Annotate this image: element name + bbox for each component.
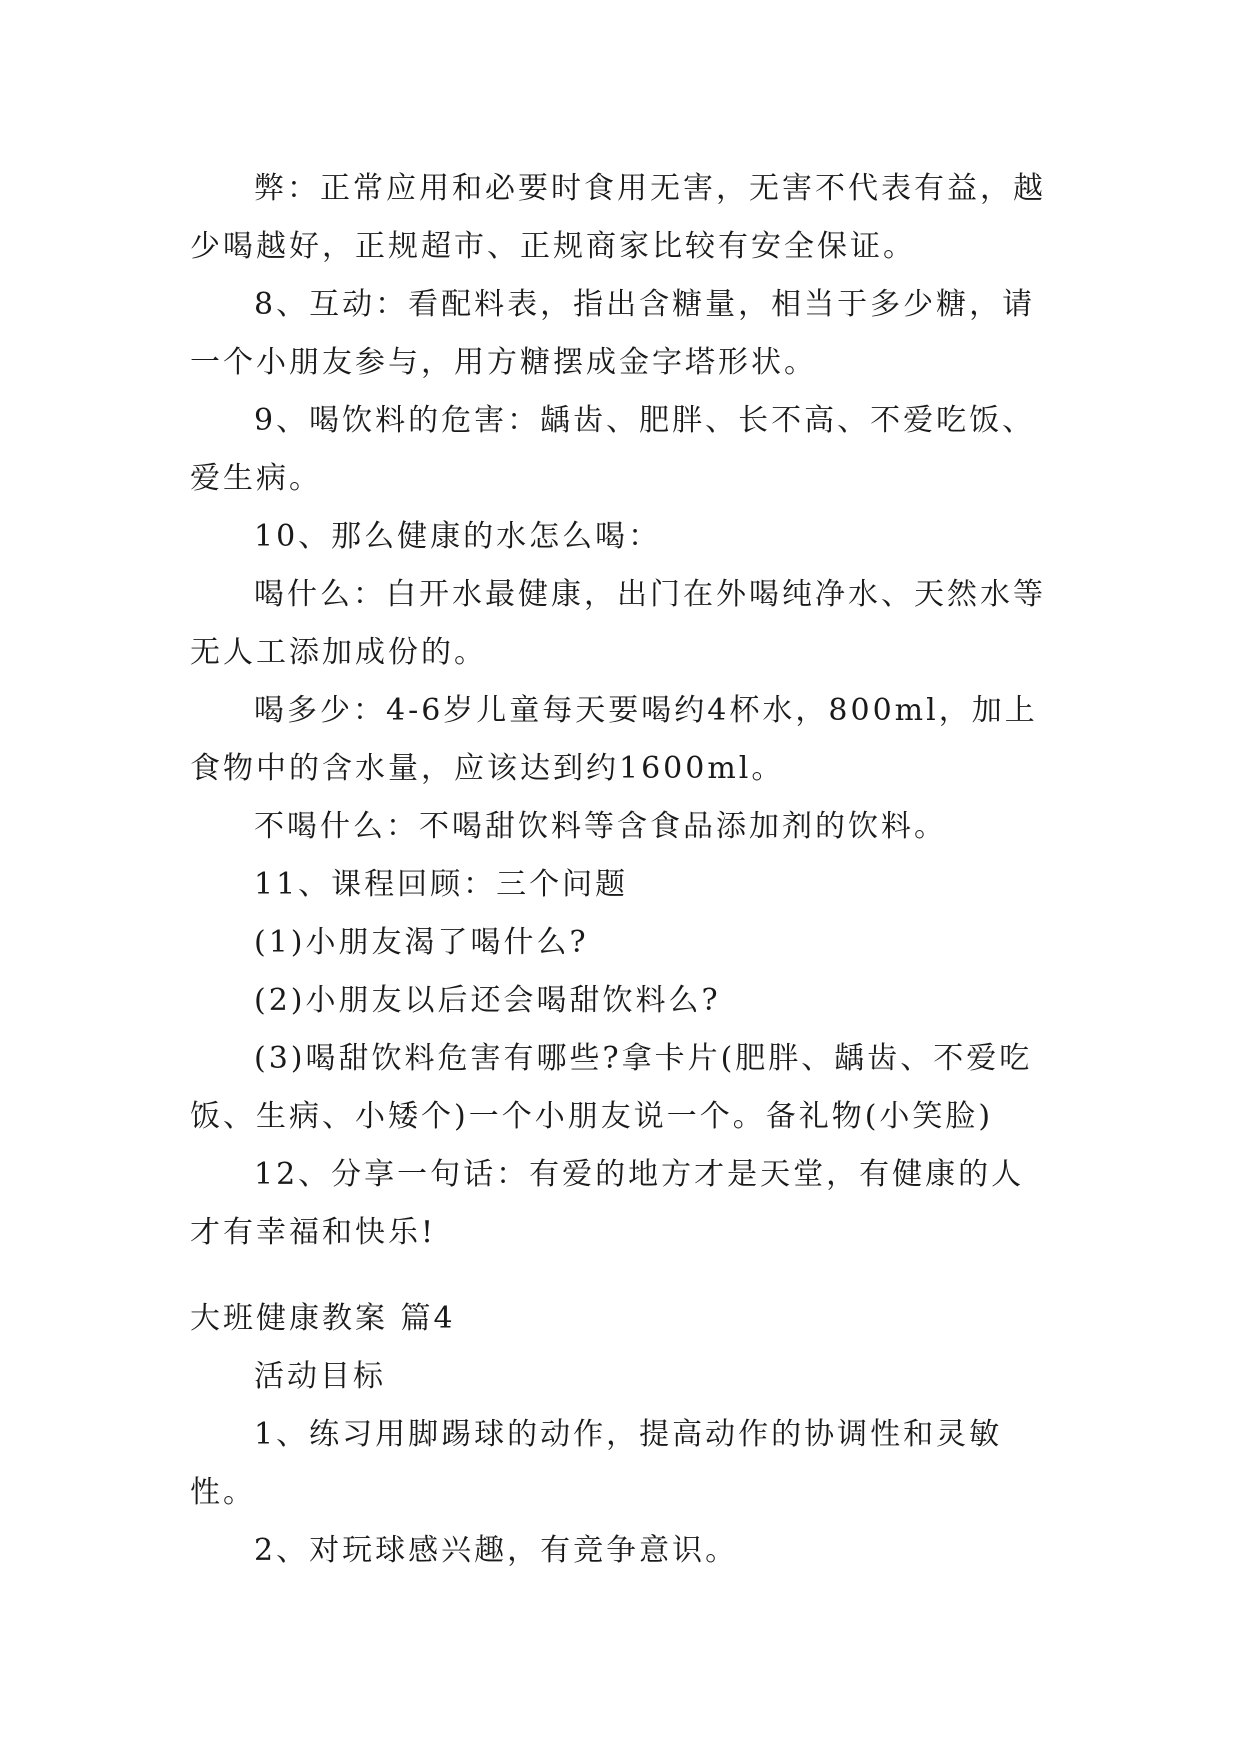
paragraph-step-8-interaction: 8、互动：看配料表，指出含糖量，相当于多少糖，请一个小朋友参与，用方糖摆成金字塔形状。 — [190, 287, 1036, 380]
paragraph-activity-goals-label: 活动目标 — [254, 1359, 386, 1394]
paragraph-step-11-review: 11、课程回顾：三个问题 — [254, 867, 629, 902]
paragraph-step-9-harms: 9、喝饮料的危害：龋齿、肥胖、长不高、不爱吃饭、爱生病。 — [190, 403, 1036, 496]
paragraph-question-3: (3)喝甜饮料危害有哪些?拿卡片(肥胖、龋齿、不爱吃饭、生病、小矮个)一个小朋友说一个。备礼物(小笑脸) — [190, 1041, 1033, 1134]
paragraph-question-1: (1)小朋友渴了喝什么? — [254, 925, 589, 960]
document-body — [190, 160, 1050, 1580]
section-heading: 大班健康教案 篇4 — [190, 1301, 456, 1336]
paragraph-goal-2: 2、对玩球感兴趣，有竞争意识。 — [254, 1533, 739, 1568]
paragraph-how-much-to-drink: 喝多少：4-6岁儿童每天要喝约4杯水，800ml，加上食物中的含水量，应该达到约1600ml。 — [190, 693, 1038, 786]
paragraph-goal-1: 1、练习用脚踢球的动作，提高动作的协调性和灵敏性。 — [190, 1417, 1003, 1510]
paragraph-step-12-share: 12、分享一句话：有爱的地方才是天堂，有健康的人才有幸福和快乐! — [190, 1157, 1025, 1250]
paragraph-step-10-how-to-drink: 10、那么健康的水怎么喝： — [254, 519, 662, 554]
paragraph-what-to-drink: 喝什么：白开水最健康，出门在外喝纯净水、天然水等无人工添加成份的。 — [190, 577, 1046, 670]
paragraph-what-not-to-drink: 不喝什么：不喝甜饮料等含食品添加剂的饮料。 — [254, 809, 947, 844]
paragraph-question-2: (2)小朋友以后还会喝甜饮料么? — [254, 983, 721, 1018]
paragraph-soft-drink-downside: 弊：正常应用和必要时食用无害，无害不代表有益，越少喝越好，正规超市、正规商家比较有安全保证。 — [190, 171, 1046, 264]
